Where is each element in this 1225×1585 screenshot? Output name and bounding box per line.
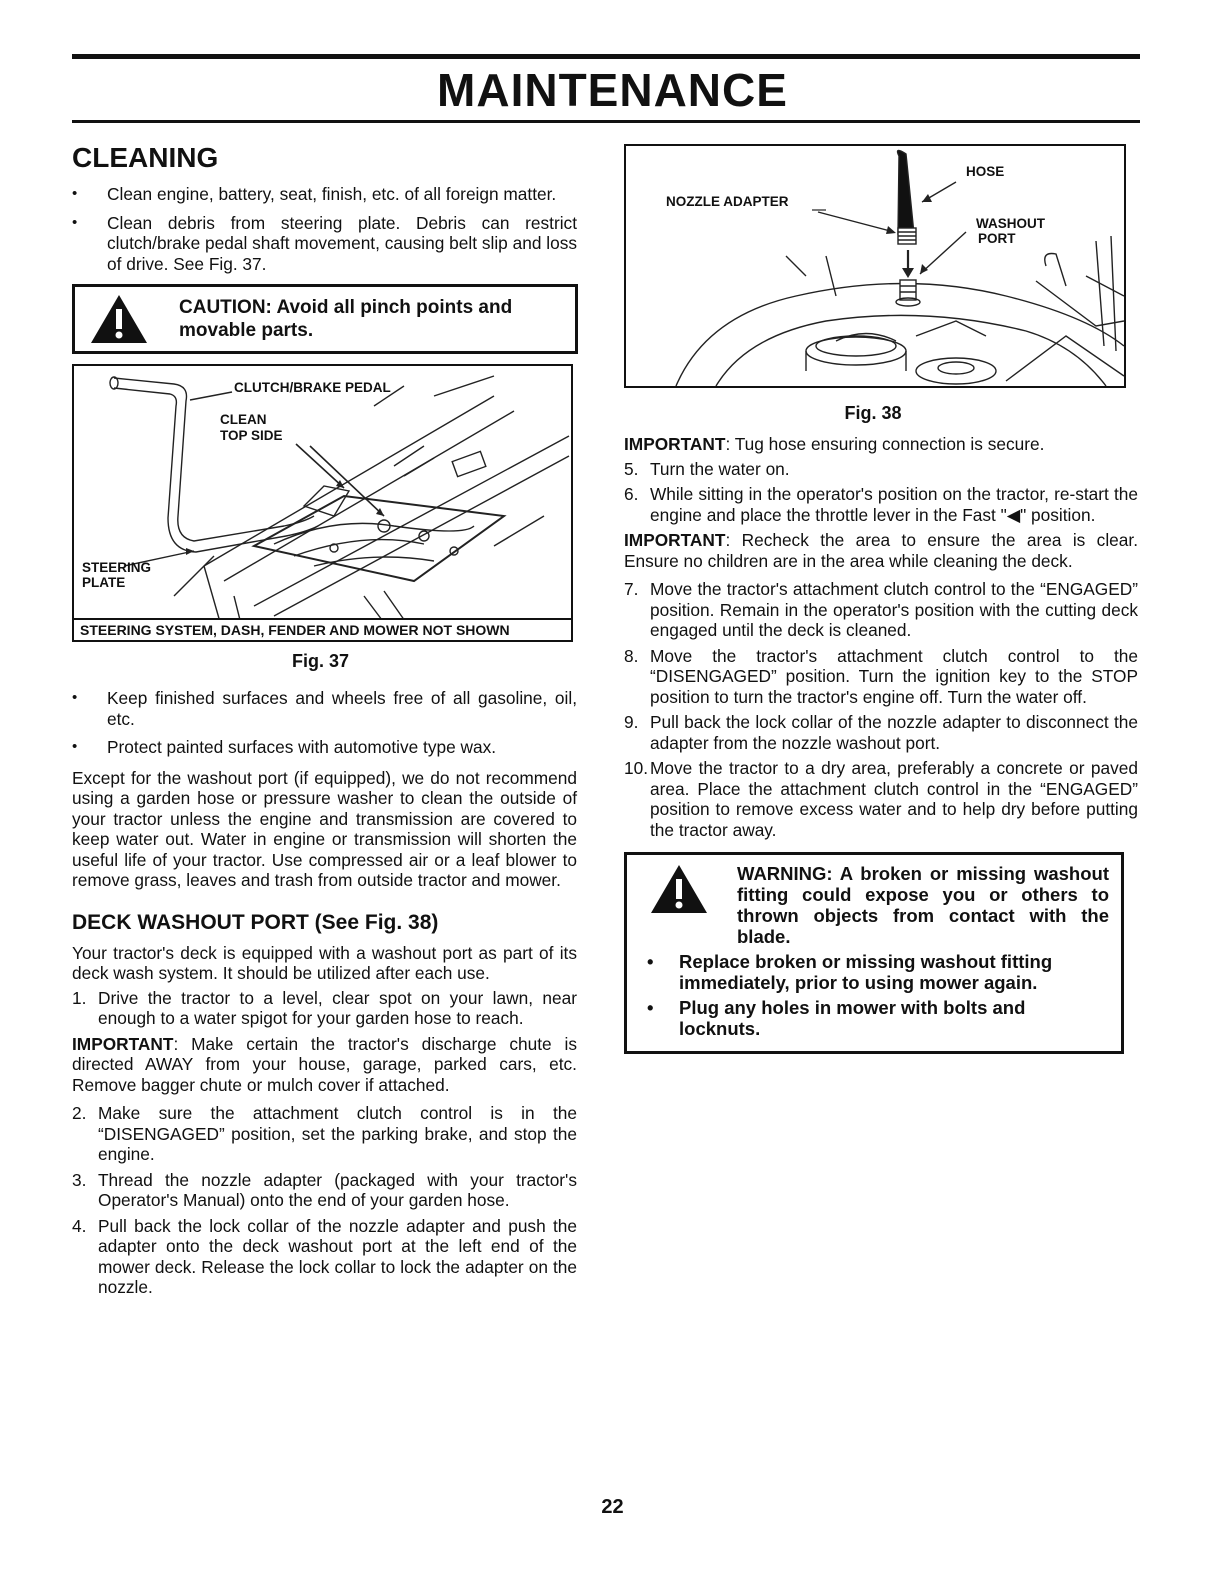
- warning-triangle-icon: [89, 293, 149, 345]
- left-column: [72, 140, 577, 1303]
- fig38-label-port: PORT: [978, 231, 1016, 246]
- caution-box: [72, 284, 578, 354]
- fig38-label-nozzle-adapter: NOZZLE ADAPTER: [666, 194, 789, 209]
- list-item: • Replace broken or missing washout fitting immediately, prior to using mower again.: [639, 951, 1109, 993]
- list-item: [624, 459, 1138, 480]
- list-item: [72, 1216, 577, 1298]
- warning-header: [639, 863, 1109, 947]
- deck-washout-heading: DECK WASHOUT PORT (See Fig. 38): [72, 910, 439, 934]
- step-text: Move the tractor to a dry area, preferably a concrete or paved area. Place the attachment clutch control in the “ENGAGED” position to remove excess water and to help dry before putting the tractor away.: [650, 758, 1138, 840]
- step-text: Make sure the attachment clutch control is in the “DISENGAGED” position, set the parking brake, and stop the engine.: [98, 1103, 577, 1164]
- step-number: 4.: [72, 1215, 87, 1236]
- important-text: : Make certain the tractor's discharge chute is directed AWAY from your house, garage, parked cars, etc. Remove bagger chute or mulch cover if attached.: [72, 1033, 577, 1095]
- step-number: 3.: [72, 1169, 87, 1190]
- steering-plate-illustration: [74, 366, 571, 640]
- step-text: Move the tractor's attachment clutch control to the “DISENGAGED” position. Turn the ignition key to the STOP position to turn the tractor's engine off. Turn the water off.: [650, 645, 1138, 707]
- fig37-label-top-side: TOP SIDE: [220, 428, 283, 443]
- fig37-label-pedal: CLUTCH/BRAKE PEDAL: [234, 380, 391, 395]
- deck-washout-intro: Your tractor's deck is equipped with a washout port as part of its deck wash system. It should be utilized after each use.: [72, 942, 577, 983]
- fig37-footer-note: STEERING SYSTEM, DASH, FENDER AND MOWER NOT SHOWN: [74, 618, 571, 640]
- top-rule: [72, 54, 1140, 59]
- list-item: [624, 646, 1138, 708]
- caution-text: CAUTION: Avoid all pinch points and movable parts.: [179, 297, 513, 341]
- important-text: : Recheck the area to ensure the area is clear. Ensure no children are in the area while cleaning the deck.: [624, 530, 1138, 571]
- step-number: 7.: [624, 579, 639, 599]
- step-number: 5.: [624, 458, 639, 479]
- step-text: Thread the nozzle adapter (packaged with your tractor's Operator's Manual) onto the end of your garden hose.: [98, 1169, 577, 1210]
- cleaning-heading: CLEANING: [72, 142, 219, 173]
- warning-bullets: [639, 951, 1109, 1039]
- figure-38: [624, 144, 1126, 388]
- cleaning-paragraph: Except for the washout port (if equipped), we do not recommend using a garden hose or pressure washer to clean the outside of your tractor unless the engine and transmission are covered to keep water out. Water in engine or transmission will shorten the useful life of your tractor. Use compressed air or a leaf blower to remove grass, leaves and trash from outside tractor and mower.: [72, 767, 577, 890]
- important-label: IMPORTANT: [72, 1033, 174, 1054]
- important-note-1: [72, 1034, 577, 1096]
- step-number: 9.: [624, 712, 639, 732]
- warning-text: WARNING: A broken or missing washout fitting could expose you or others to thrown objects from contact with the blade.: [737, 863, 1109, 947]
- list-item: • Plug any holes in mower with bolts and locknuts.: [639, 997, 1109, 1039]
- step-number: 10.: [624, 758, 649, 778]
- list-item: • Protect painted surfaces with automotive type wax.: [72, 737, 577, 758]
- fig37-caption: Fig. 37: [291, 651, 349, 671]
- step-text: Pull back the lock collar of the nozzle adapter and push the adapter onto the deck washout port at the left end of the mower deck. Release the lock collar to lock the adapter on the nozzle.: [98, 1215, 577, 1297]
- list-item: [624, 712, 1138, 753]
- list-item: [624, 579, 1138, 641]
- cleaning-bullets: [72, 184, 577, 274]
- steps-list-1: [72, 988, 577, 1029]
- page-title: MAINTENANCE: [437, 64, 788, 116]
- list-item: • Clean engine, battery, seat, finish, etc. of all foreign matter.: [72, 184, 577, 205]
- step-text: Turn the water on.: [650, 458, 790, 479]
- list-item: [72, 1103, 577, 1165]
- step-number: 8.: [624, 645, 639, 666]
- fig38-label-hose: HOSE: [966, 164, 1005, 179]
- important-text: : Tug hose ensuring connection is secure.: [725, 434, 1045, 454]
- warning-box: [624, 852, 1124, 1054]
- fig37-label-plate: PLATE: [82, 575, 126, 590]
- steps-list-4: [624, 579, 1138, 840]
- important-label: IMPORTANT: [624, 530, 726, 550]
- fig37-label-steering: STEERING: [82, 560, 152, 575]
- steps-list-3: [624, 459, 1138, 526]
- important-note-3: [624, 530, 1138, 571]
- title-underline: [72, 120, 1140, 123]
- step-text: Pull back the lock collar of the nozzle adapter to disconnect the adapter from the nozzle washout port.: [650, 712, 1138, 753]
- important-note-2: [624, 434, 1138, 455]
- list-item: [624, 484, 1138, 525]
- right-column: [624, 144, 1138, 1054]
- figure-37: [72, 364, 573, 642]
- list-item: • Clean debris from steering plate. Debris can restrict clutch/brake pedal shaft movement, causing belt slip and loss of drive. See Fig. 37.: [72, 213, 577, 275]
- warning-triangle-icon: [649, 863, 709, 915]
- important-label: IMPORTANT: [624, 434, 726, 454]
- page-number: 22: [601, 1496, 624, 1518]
- step-text: While sitting in the operator's position on the tractor, re-start the engine and place the throttle lever in the Fast "◀" position.: [650, 484, 1138, 525]
- step-text: Drive the tractor to a level, clear spot on your lawn, near enough to a water spigot for your garden hose to reach.: [98, 987, 577, 1028]
- step-number: 2.: [72, 1103, 87, 1123]
- list-item: [72, 988, 577, 1029]
- washout-port-illustration: [626, 146, 1124, 386]
- list-item: [72, 1170, 577, 1211]
- step-number: 6.: [624, 484, 639, 504]
- list-item: • Keep finished surfaces and wheels free of all gasoline, oil, etc.: [72, 688, 577, 729]
- fig38-label-washout: WASHOUT: [976, 216, 1045, 231]
- step-number: 1.: [72, 987, 87, 1008]
- list-item: [624, 758, 1138, 840]
- step-text: Move the tractor's attachment clutch control to the “ENGAGED” position. Remain in the operator's position with the cutting deck engaged until the deck is cleaned.: [650, 579, 1138, 640]
- fig38-caption: Fig. 38: [844, 403, 902, 423]
- fig37-label-clean: CLEAN: [220, 412, 267, 427]
- steps-list-2: [72, 1103, 577, 1298]
- cleaning-bullets-2: [72, 688, 577, 758]
